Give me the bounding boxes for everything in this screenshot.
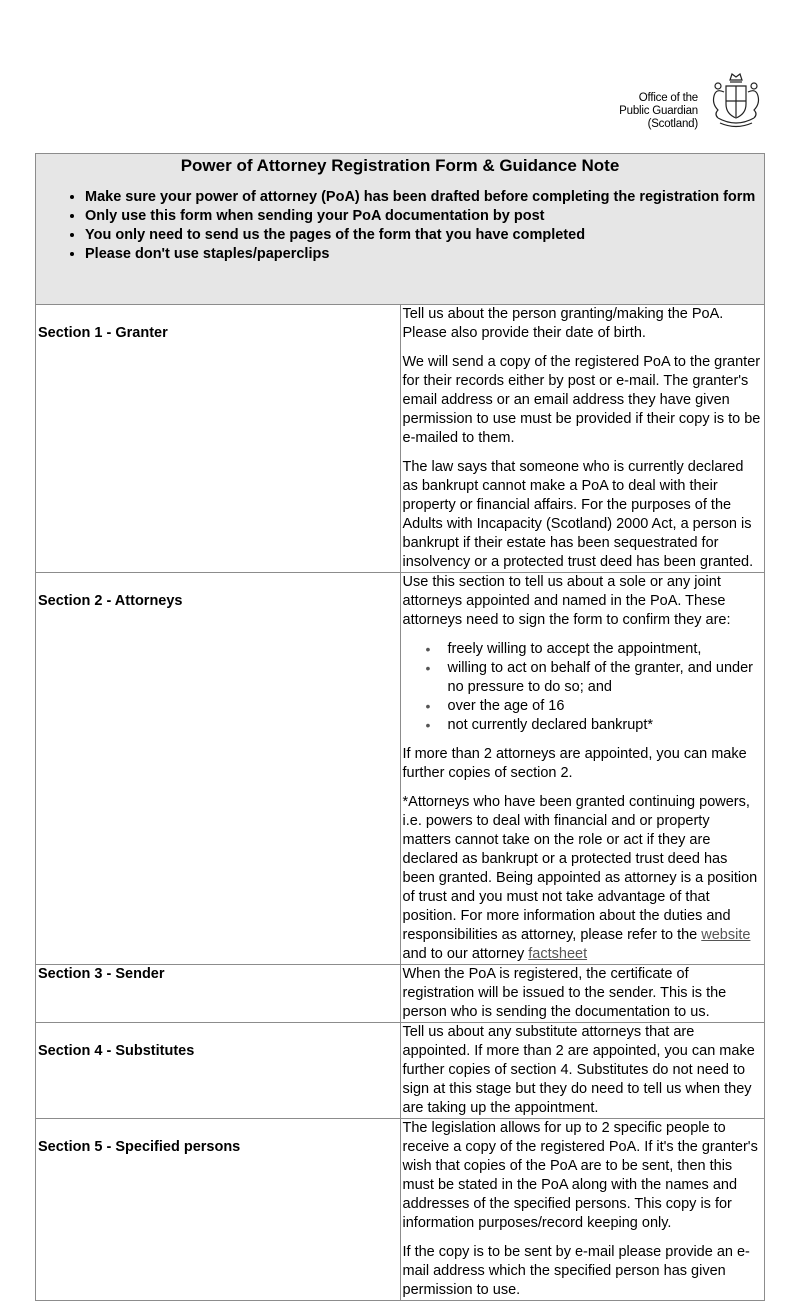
note-item: • You only need to send us the pages of the form that you have completed [85,226,764,245]
section-1-text: Tell us about the person granting/making the PoA. Please also provide their date of birth. [402,306,724,341]
section-1-title: Section 1 - Granter [38,325,168,341]
org-name [574,92,698,131]
section-1-text: We will send a copy of the registered PoA to the granter for their records either by post or e-mail. The granter's email address or an email address they have given permission to use must be provided if their copy is to be e-mailed to them. [402,354,761,446]
section-2-title: Section 2 - Attorneys [38,593,183,609]
attorney-conditions-list [403,640,762,735]
list-item: • freely willing to accept the appointment, [448,640,762,659]
note-item: • Please don't use staples/paperclips [85,245,764,264]
section-1-body [400,305,765,573]
section-4-label [36,1023,401,1119]
form-header [36,154,765,305]
section-2-duties [403,793,762,964]
list-item: • not currently declared bankrupt* [448,716,762,735]
form-notes [36,188,764,264]
section-2-text: Use this section to tell us about a sole or any joint attorneys appointed and named in the PoA. These attorneys need to sign the form to confirm they are: [402,574,731,628]
section-3-text: When the PoA is registered, the certificate of registration will be issued to the sender. This is the person who is sending the documentation to us. [402,966,727,1020]
section-5-body [400,1119,765,1301]
list-item: • willing to act on behalf of the granter, and under no pressure to do so; and [448,659,762,697]
section-5-text: If the copy is to be sent by e-mail please provide an e-mail address which the specified person has given permission to use. [402,1244,750,1298]
org-line-1: Office of the [638,92,698,104]
section-2-label [36,573,401,965]
org-line-2: Public Guardian (Scotland) [619,105,698,130]
factsheet-link[interactable]: factsheet [528,946,588,962]
section-5-title: Section 5 - Specified persons [38,1139,241,1155]
note-item: • Make sure your power of attorney (PoA) has been drafted before completing the registration form [85,188,764,207]
section-1-label [36,305,401,573]
section-4-body [400,1023,765,1119]
form-title: Power of Attorney Registration Form & Guidance Note [180,156,620,175]
note-item: • Only use this form when sending your PoA documentation by post [85,207,764,226]
section-4-title: Section 4 - Substitutes [38,1043,195,1059]
website-link[interactable]: website [701,927,751,943]
opg-logo [574,70,766,132]
section-2-duties-mid: and to our attorney [402,946,525,962]
guidance-table [35,153,765,1301]
section-3-title: Section 3 - Sender [38,966,165,982]
section-3-label [36,965,401,1023]
section-2-body [400,573,765,965]
royal-crest-icon [706,70,766,132]
section-5-text: The legislation allows for up to 2 specific people to receive a copy of the registered PoA. If it's the granter's wish that copies of the PoA are to be sent, then this must be stated in the PoA along with the names and addresses of the specified persons. This copy is for information purposes/record keeping only. [402,1120,758,1231]
section-5-label [36,1119,401,1301]
section-3-body [400,965,765,1023]
section-4-text: Tell us about any substitute attorneys that are appointed. If more than 2 are appointed, you can make further copies of section 4. Substitutes do not need to sign at this stage but they do need to tell us when they are taking up the appointment. [402,1024,755,1116]
list-item: • over the age of 16 [448,697,762,716]
section-2-duties-text: *Attorneys who have been granted continuing powers, i.e. powers to deal with financial and or property matters cannot take on the role or act if they are declared as bankrupt or a protected trust deed has been granted. Being appointed as attorney is a position of trust and you must not take advantage of that position. For more information about the duties and responsibilities as attorney, please refer to the [402,794,758,943]
section-2-text: If more than 2 attorneys are appointed, you can make further copies of section 2. [402,746,747,781]
section-1-text: The law says that someone who is currently declared as bankrupt cannot make a PoA to deal with their property or financial affairs. For the purposes of the Adults with Incapacity (Scotland) 2000 Act, a person is bankrupt if their estate has been sequestrated for insolvency or a protected trust deed has been granted. [402,459,754,570]
